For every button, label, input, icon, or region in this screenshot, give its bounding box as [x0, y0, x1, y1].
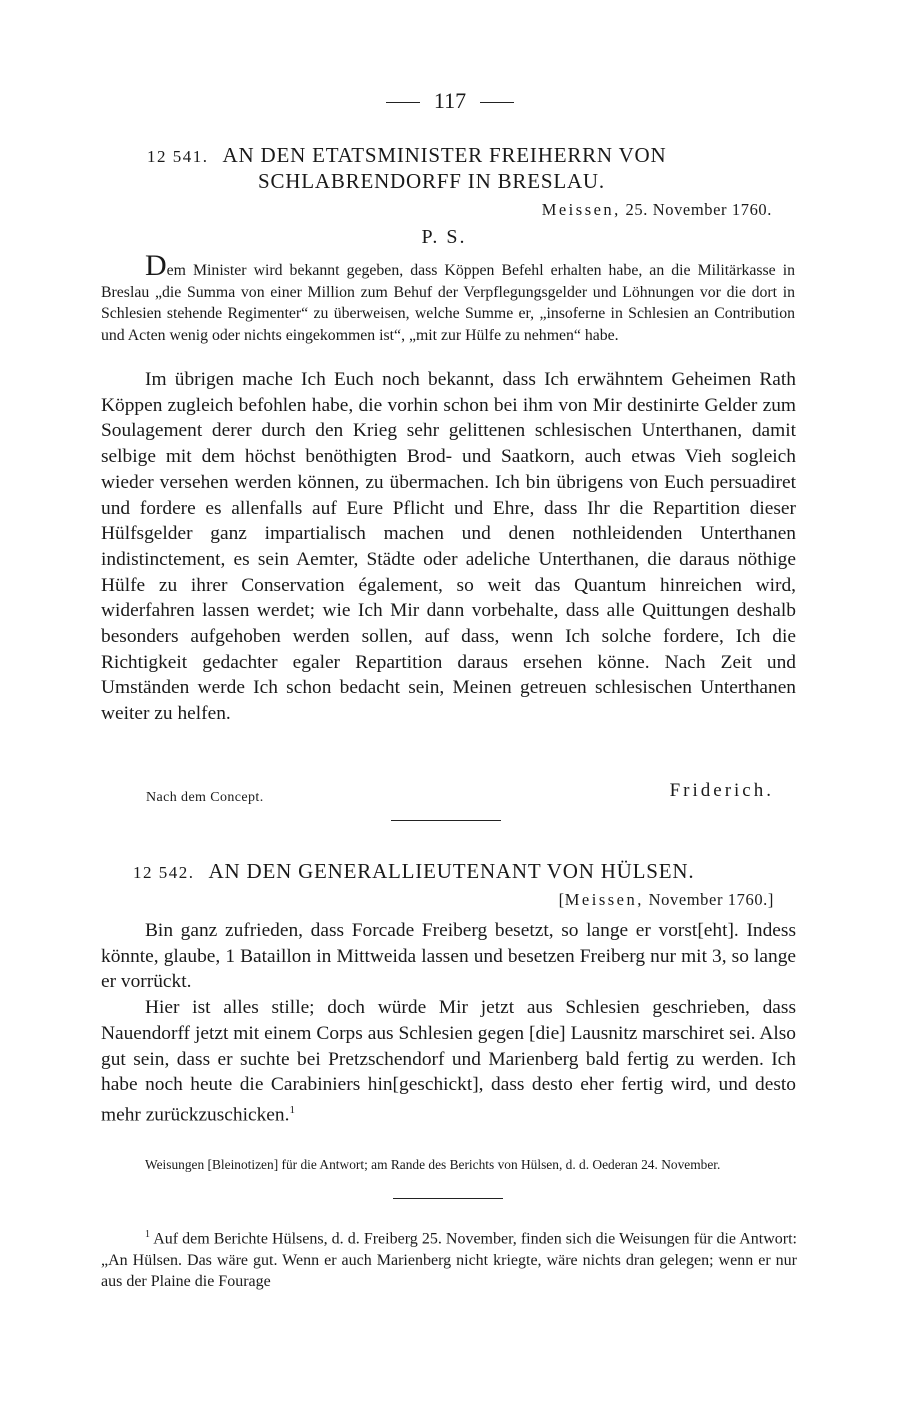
letter2-title: AN DEN GENERALLIEUTENANT VON HÜLSEN.: [208, 859, 695, 883]
summary-initial: D: [145, 249, 167, 282]
letter2-dateline: [559, 890, 774, 910]
page-number-dash-left: [386, 102, 420, 103]
place: Meissen,: [541, 200, 621, 219]
page-number: 117: [0, 88, 900, 114]
letter-body: [101, 367, 796, 727]
postscript-label: P. S.: [421, 226, 467, 248]
letter2-date: November 1760.]: [648, 890, 774, 909]
letter2-heading: [133, 858, 793, 886]
section-divider: [391, 820, 501, 821]
letter2-paragraph-2: Hier ist alles stille; doch würde Mir jetzt aus Schlesien geschrieben, dass Nauendorff jetzt mit einem Corps aus Schlesien gegen [die] Lausnitz marschiret sei. Also gut sein, dass er suchte bei Pretzschendorf und Marienberg bald fertig zu werden. Ich habe noch heute die Carabiniers hin[geschickt], dass desto eher fertig wird, und desto mehr zurückzuschicken.$^1$: [101, 997, 796, 1126]
letter-heading: [147, 142, 787, 170]
summary-text: [101, 249, 795, 346]
letter2-body: [101, 918, 796, 1128]
letter2-place: Meissen,: [564, 890, 644, 909]
summary-body: em Minister wird bekannt gegeben, dass Köppen Befehl erhalten habe, an die Militärkasse in Breslau „die Summa von einer Million zum Behuf der Verpflegungsgelder und Löhnungen vor die dort in Schlesien stehende Regimenter“ zu überweisen, welche Summe er, „insoferne in Schlesien an Contribution und Acten wenig oder nichts eingekommen ist“, „mit zur Hülfe zu nehmen“ habe.: [101, 262, 795, 344]
date: 25. November 1760.: [625, 200, 772, 219]
signature: Friderich.: [669, 780, 774, 801]
footnote-divider: [393, 1198, 503, 1199]
letter-title-line2: SCHLABRENDORFF IN BRESLAU.: [258, 169, 605, 193]
body-paragraph: Im übrigen mache Ich Euch noch bekannt, dass Ich erwähntem Geheimen Rath Köppen zugleich befohlen habe, die vorhin schon bei ihm von Mir destinirte Gelder zum Soulagement derer durch den Krieg sehr gelittenen schlesischen Unterthanen, damit selbige mit dem höchst benöthigten Brod- und Saatkorn, auch etwas Vieh sogleich wieder versehen werden können, zu übermachen. Ich bin übrigens von Euch persuadiret und fordere es allenfalls auf Eure Pflicht und Ehre, dass Ihr die Repartition dieser Hülfsgelder ganz impartialisch machen und denen nothleidenden Unterthanen indistinctement, es sein Aemter, Städte oder adeliche Unterthanen, die daraus nöthige Hülfe zu ihrer Conservation également, so weit das Quantum hinreichen wird, widerfahren lassen werdet; wie Ich Mir dann vorbehalte, dass alle Quittungen deshalb besonders aufgehoben werden sollen, auf dass, wenn Ich solche fordere, Ich die Richtigkeit gedachter egaler Repartition daraus ersehen könne. Nach Zeit und Umständen werde Ich schon bedacht sein, Meinen getreuen schlesischen Unterthanen weiter zu helfen.: [101, 369, 796, 725]
letter2-paragraph-1: Bin ganz zufrieden, dass Forcade Freiberg besetzt, so lange er vorst[eht]. Indess könnte, glaube, 1 Bataillon in Mittweida lassen und besetzen Freiberg nur mit 3, so lange er vorrückt.: [101, 920, 796, 993]
source-note: Nach dem Concept.: [146, 790, 264, 805]
bracket-open: [: [558, 890, 565, 909]
letter2-source-note: Weisungen [Bleinotizen] für die Antwort; am Rande des Berichts von Hülsen, d. d. Oederan 24. November.: [145, 1157, 721, 1172]
footnote-marker: 1: [145, 1229, 150, 1240]
page-number-dash-right: [480, 102, 514, 103]
letter2-number: 12 542.: [133, 863, 195, 882]
footnote-text: Auf dem Berichte Hülsens, d. d. Freiberg 25. November, finden sich die Weisungen für die Antwort: „An Hülsen. Das wäre gut. Wenn er auch Marienberg nicht kriegte, wäre nichts dran gelegen; wenn er nur aus der Plaine die Fourage: [101, 1230, 797, 1291]
letter-title-line1: AN DEN ETATSMINISTER FREIHERRN VON: [222, 143, 667, 167]
footnote-ref: 1: [289, 1103, 295, 1116]
footnote: [101, 1224, 797, 1293]
dateline: [542, 200, 772, 220]
letter-number: 12 541.: [147, 147, 209, 166]
